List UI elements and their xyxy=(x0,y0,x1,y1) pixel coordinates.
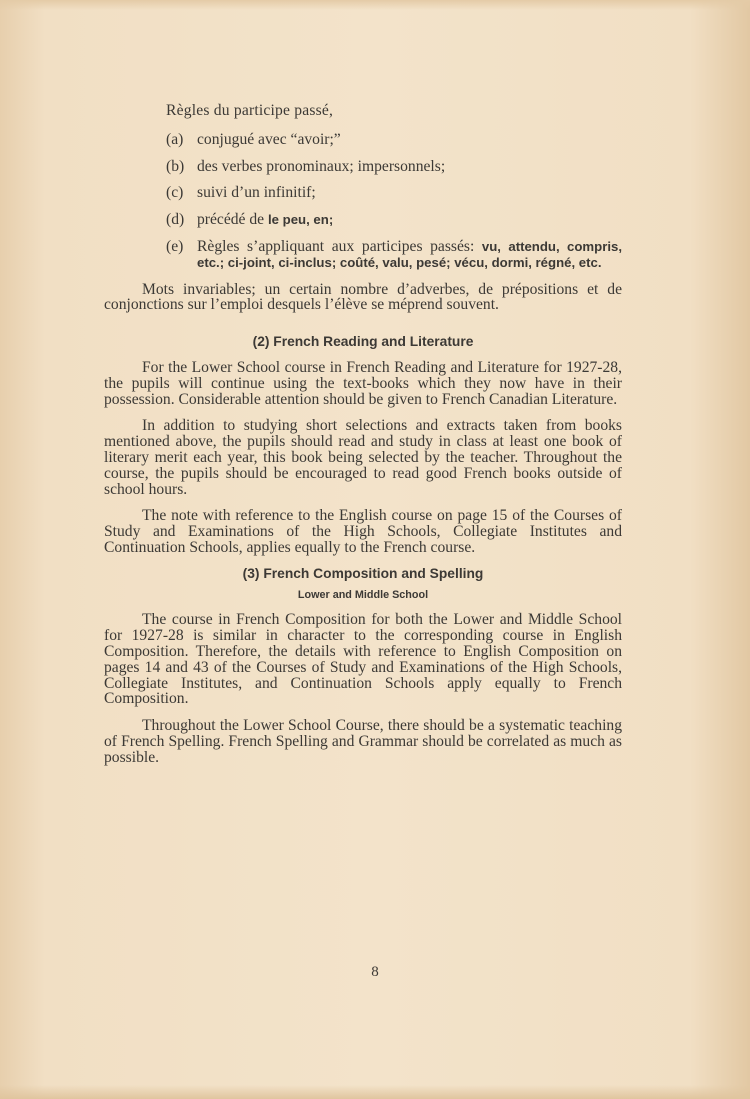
rule-item-c xyxy=(166,185,622,201)
rule-marker: (d) xyxy=(166,211,185,229)
rules-title: Règles du participe passé, xyxy=(166,102,334,119)
page-number: 8 xyxy=(371,964,379,980)
reading-section-heading: (2) French Reading and Literature xyxy=(252,334,474,350)
composition-paragraph-2: Throughout the Lower School Course, there should be a systematic teaching of French Spelling. French Spelling and Grammar should be correlated as much as possible. xyxy=(104,717,622,766)
page-content xyxy=(104,103,622,766)
rule-item-a xyxy=(166,132,622,148)
composition-subheading: Lower and Middle School xyxy=(297,588,429,601)
rule-item-b xyxy=(166,159,622,175)
rule-item-d xyxy=(166,212,622,228)
reading-paragraph-2: In addition to studying short selections and extracts taken from books mentioned above, the pupils should read and study in class at least one book of literary merit each year, this book being selected by the teacher. Throughout the course, the pupils should be encouraged to read good French books outside of school hours. xyxy=(104,417,622,498)
rule-marker: (c) xyxy=(166,184,184,202)
rule-marker: (b) xyxy=(166,157,185,175)
rule-marker: (a) xyxy=(166,130,184,148)
rule-bold-text: le peu, en; xyxy=(268,212,334,228)
composition-section-heading: (3) French Composition and Spelling xyxy=(242,565,484,581)
rule-item-e xyxy=(166,239,622,271)
rule-marker: (e) xyxy=(166,237,184,255)
intro-paragraph: Mots invariables; un certain nombre d’adverbes, de prépositions et de conjonctions sur l’emploi desquels l’élève se méprend souvent. xyxy=(104,280,622,314)
page-edge-shadow-top xyxy=(0,0,750,10)
reading-paragraph-1: For the Lower School course in French Reading and Literature for 1927-28, the pupils will continue using the text-books which they now have in their possession. Considerable attention should be given to French Canadian Literature. xyxy=(104,358,622,408)
rule-text: suivi d’un infinitif; xyxy=(197,184,316,202)
rule-text: conjugué avec “avoir;” xyxy=(197,130,341,148)
reading-paragraph-3: The note with reference to the English course on page 15 of the Courses of Study and Examinations of the High Schools, Collegiate Institutes and Continuation Schools, applies equally to the French course. xyxy=(104,507,622,556)
rule-text: Règles s’appliquant aux participes passés: xyxy=(197,237,482,255)
composition-paragraph-1: The course in French Composition for both the Lower and Middle School for 1927-28 is similar in character to the corresponding course in English Composition. Therefore, the details with reference to English Composition on pages 14 and 43 of the Courses of Study and Examinations of the High Schools, Collegiate Institutes, and Continuation Schools apply equally to French Composition. xyxy=(104,611,622,708)
rule-text: précédé de xyxy=(197,211,268,229)
rule-text: des verbes pronominaux; impersonnels; xyxy=(197,157,446,175)
page-edge-shadow-bottom xyxy=(0,1085,750,1099)
rule-bold-text: vu, attendu, compris, etc.; ci-joint, ci-inclus; coûté, valu, pesé; vécu, dormi, régné, etc. xyxy=(197,238,622,270)
